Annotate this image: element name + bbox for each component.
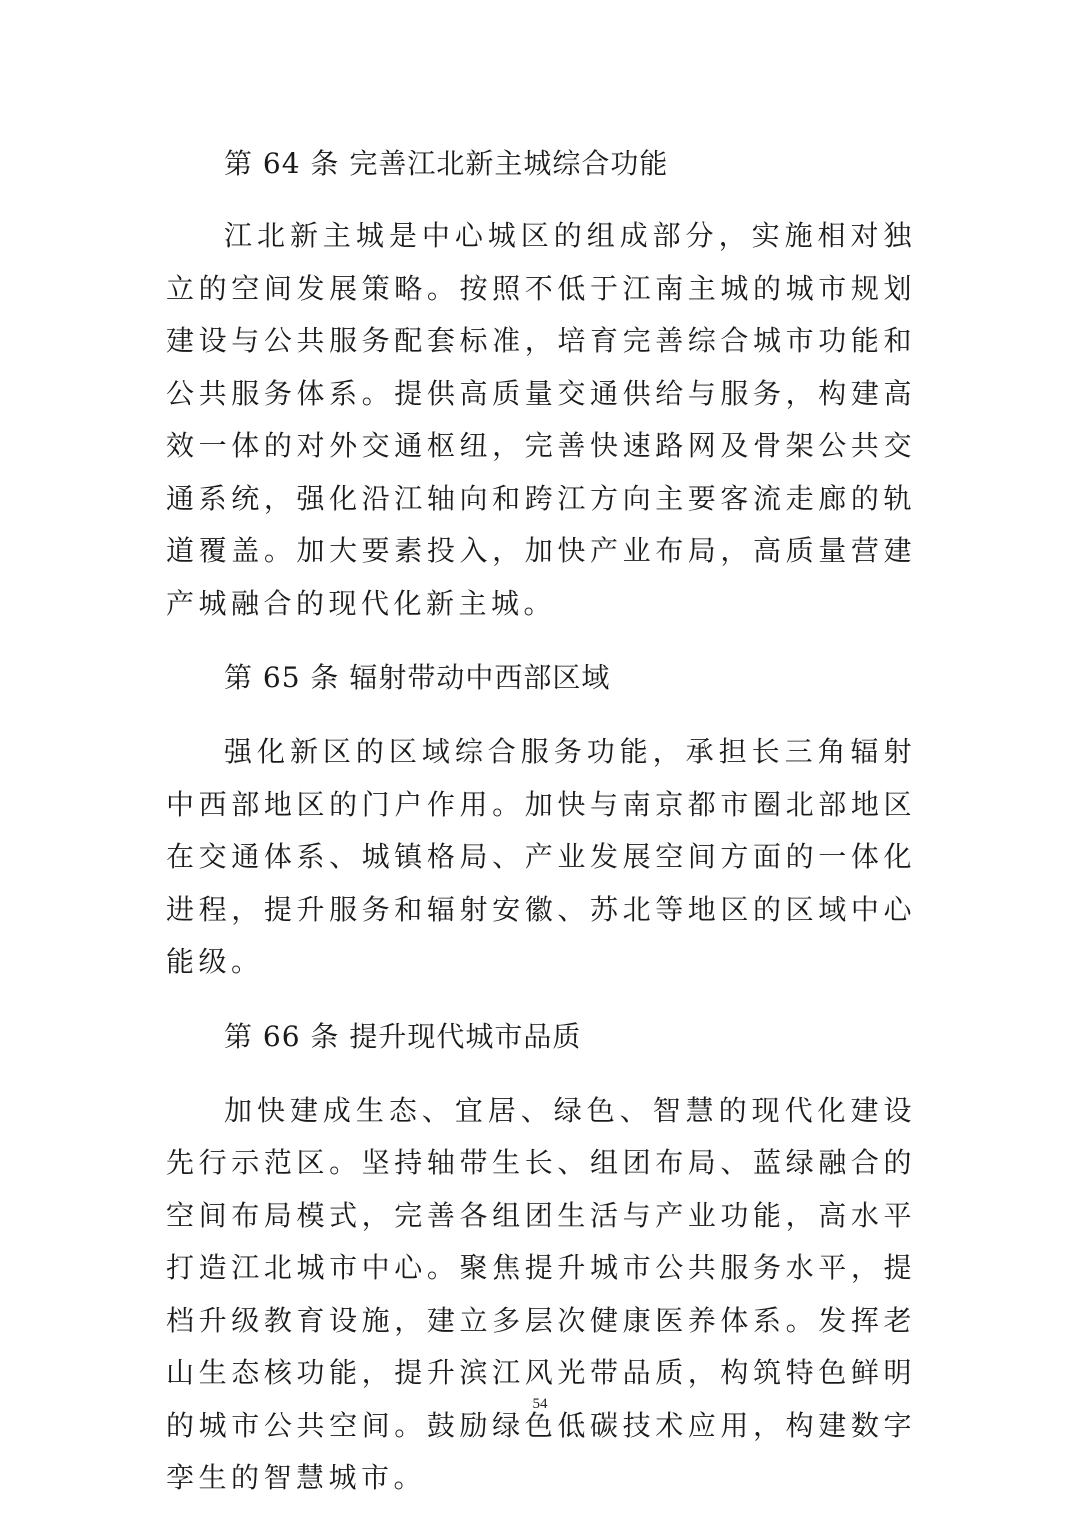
- article-66-body: 加快建成生态、宜居、绿色、智慧的现代化建设先行示范区。坚持轴带生长、组团布局、蓝绿融合的空间布局模式，完善各组团生活与产业功能，高水平打造江北城市中心。聚焦提升城市公共服务水平，提档升级教育设施，建立多层次健康医养体系。发挥老山生态核功能，提升滨江风光带品质，构筑特色鲜明的城市公共空间。鼓励绿色低碳技术应用，构建数字孪生的智慧城市。: [166, 1093, 916, 1494]
- page-number: 54: [532, 1396, 548, 1412]
- article-64-body: 江北新主城是中心城区的组成部分，实施相对独立的空间发展策略。按照不低于江南主城的城市规划建设与公共服务配套标准，培育完善综合城市功能和公共服务体系。提供高质量交通供给与服务，构建高效一体的对外交通枢纽，完善快速路网及骨架公共交通系统，强化沿江轴向和跨江方向主要客流走廊的轨道覆盖。加大要素投入，加快产业布局，高质量营建产城融合的现代化新主城。: [166, 219, 916, 620]
- article-65-heading: 第 65 条 辐射带动中西部区域: [224, 661, 611, 694]
- article-65-body: 强化新区的区域综合服务功能，承担长三角辐射中西部地区的门户作用。加快与南京都市圈北部地区在交通体系、城镇格局、产业发展空间方面的一体化进程，提升服务和辐射安徽、苏北等地区的区域中心能级。: [166, 735, 916, 978]
- article-64-heading: 第 64 条 完善江北新主城综合功能: [224, 147, 669, 180]
- article-66-heading: 第 66 条 提升现代城市品质: [224, 1019, 582, 1053]
- page-content: [166, 138, 916, 1505]
